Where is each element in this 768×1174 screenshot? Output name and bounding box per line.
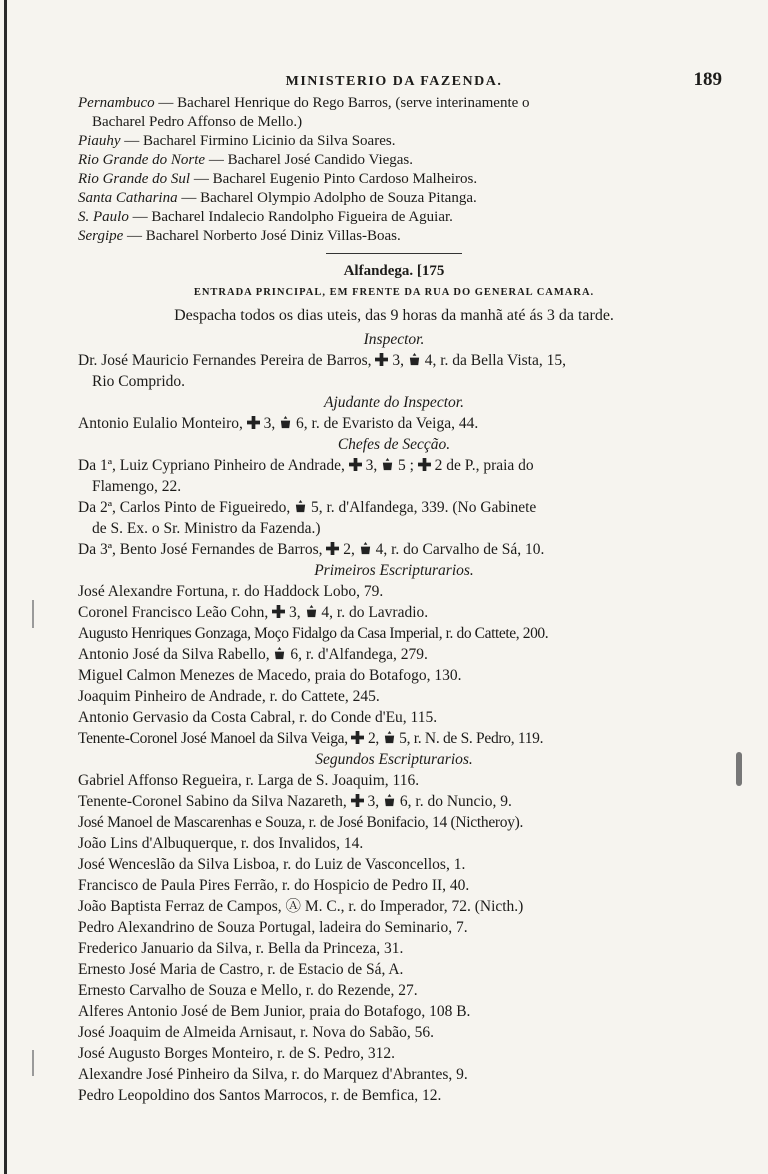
list-item: Francisco de Paula Pires Ferrão, r. do Hospicio de Pedro II, 40. [78, 877, 470, 894]
list-item [78, 728, 710, 749]
entry-text: 5, r. d'Alfandega, 339. (No Gabinete [307, 499, 537, 516]
book-spine-edge [4, 0, 7, 1174]
entry-text: 2, [364, 730, 383, 747]
list-item: Alferes Antonio José de Bem Junior, praia do Botafogo, 108 B. [78, 1003, 471, 1020]
entry-continuation: Rio Comprido. [92, 373, 186, 390]
entry-text: 4, r. do Carvalho de Sá, 10. [371, 541, 545, 558]
entry-text: — Bacharel Henrique do Rego Barros, (serve interinamente o [154, 95, 530, 111]
order-medal-icon [305, 605, 318, 618]
list-item: João Lins d'Albuquerque, r. dos Invalidos, 14. [78, 835, 364, 852]
entry-text: 2 de P., praia do [430, 457, 534, 474]
entry-text: — Bacharel Olympio Adolpho de Souza Pitanga. [177, 190, 477, 206]
entry-text: Dr. José Mauricio Fernandes Pereira de Barros, [78, 352, 376, 369]
subsection-title: Ajudante do Inspector. [324, 394, 464, 411]
province-name: Sergipe [78, 228, 124, 244]
order-cross-icon [418, 458, 431, 471]
entry-text: — Bacharel Norberto José Diniz Villas-Boas. [123, 228, 401, 244]
entry-continuation: de S. Ex. o Sr. Ministro da Fazenda.) [92, 520, 321, 537]
province-name: Santa Catharina [78, 190, 178, 206]
list-item [78, 189, 710, 208]
subsection-title: Primeiros Escripturarios. [314, 562, 474, 579]
subsection-title: Inspector. [363, 331, 425, 348]
entry-text: 6, r. d'Alfandega, 279. [286, 646, 428, 663]
order-cross-icon [272, 605, 285, 618]
list-item [78, 227, 710, 246]
order-medal-icon [273, 647, 286, 660]
entry-text: 5, r. N. de S. Pedro, 119. [395, 730, 544, 747]
entry-text: — Bacharel José Candido Viegas. [205, 152, 414, 168]
entry-text: Tenente-Coronel José Manoel da Silva Veiga, [78, 730, 352, 747]
entry-text: 3, [363, 793, 384, 810]
order-medal-icon [294, 500, 307, 513]
list-item [78, 455, 710, 476]
entry-text: 4, r. do Lavradio. [317, 604, 429, 621]
list-item [78, 151, 710, 170]
subsection-title: Segundos Escripturarios. [315, 751, 473, 768]
list-item [78, 413, 710, 434]
order-medal-icon [408, 353, 421, 366]
order-cross-icon [326, 542, 339, 555]
list-item: Miguel Calmon Menezes de Macedo, praia do Botafogo, 130. [78, 667, 462, 684]
entry-continuation: Bacharel Pedro Affonso de Mello.) [92, 114, 303, 130]
entry-text: Tenente-Coronel Sabino da Silva Nazareth, [78, 793, 351, 810]
province-name: Piauhy [78, 133, 121, 149]
list-item [78, 208, 710, 227]
list-item [78, 497, 710, 518]
province-name: Rio Grande do Norte [78, 152, 206, 168]
province-name: Rio Grande do Sul [78, 171, 191, 187]
entry-text: 3, [259, 415, 280, 432]
running-header [78, 69, 722, 94]
list-item: José Manoel de Mascarenhas e Souza, r. de José Bonifacio, 14 (Nictheroy). [78, 814, 524, 831]
order-medal-icon [279, 416, 292, 429]
list-item: Antonio Gervasio da Costa Cabral, r. do Conde d'Eu, 115. [78, 709, 438, 726]
list-item: Ernesto Carvalho de Souza e Mello, r. do Rezende, 27. [78, 982, 418, 999]
list-item: Pedro Alexandrino de Souza Portugal, ladeira do Seminario, 7. [78, 919, 468, 936]
page-number: 189 [693, 69, 722, 90]
list-item: Augusto Henriques Gonzaga, Moço Fidalgo da Casa Imperial, r. do Cattete, 200. [78, 625, 549, 642]
subsection-title: Chefes de Secção. [337, 436, 451, 453]
entry-text: 3, [285, 604, 305, 621]
list-item: Frederico Januario da Silva, r. Bella da Princeza, 31. [78, 940, 404, 957]
entry-text: Antonio Eulalio Monteiro, [78, 415, 247, 432]
entry-continuation: Flamengo, 22. [92, 478, 182, 495]
list-item [78, 791, 710, 812]
entry-text: 3, [388, 352, 408, 369]
order-cross-icon [375, 353, 388, 366]
order-cross-icon [247, 416, 260, 429]
entry-text: 3, [361, 457, 382, 474]
list-item: José Augusto Borges Monteiro, r. de S. Pedro, 312. [78, 1045, 396, 1062]
order-cross-icon [349, 458, 362, 471]
list-item: José Wenceslão da Silva Lisboa, r. do Luiz de Vasconcellos, 1. [78, 856, 466, 873]
list-item: Joaquim Pinheiro de Andrade, r. do Cattete, 245. [78, 688, 380, 705]
entry-text: Da 2ª, Carlos Pinto de Figueiredo, [78, 499, 295, 516]
order-medal-icon [359, 542, 372, 555]
entry-text: 5 ; [394, 457, 418, 474]
list-item [78, 170, 710, 189]
margin-tick [32, 600, 34, 628]
list-item [78, 94, 710, 113]
running-header-title: MINISTERIO DA FAZENDA. [285, 74, 503, 89]
list-item: Pedro Leopoldino dos Santos Marrocos, r. de Bemfica, 12. [78, 1087, 442, 1104]
section-divider [326, 253, 462, 254]
entry-text: — Bacharel Firmino Licinio da Silva Soares. [120, 133, 396, 149]
list-item [78, 132, 710, 151]
entry-text: 4, r. da Bella Vista, 15, [420, 352, 566, 369]
province-name: S. Paulo [78, 209, 129, 225]
list-item: José Alexandre Fortuna, r. do Haddock Lobo, 79. [78, 583, 384, 600]
list-item: Ernesto José Maria de Castro, r. de Estacio de Sá, A. [78, 961, 404, 978]
order-cross-icon [351, 731, 364, 744]
list-item [78, 602, 710, 623]
order-medal-icon [381, 458, 394, 471]
entry-text: 2, [339, 541, 359, 558]
order-cross-icon [351, 794, 364, 807]
list-item [78, 350, 710, 371]
entry-text: 6, r. de Evaristo da Veiga, 44. [292, 415, 479, 432]
entry-text: Antonio José da Silva Rabello, [78, 646, 274, 663]
entry-text: Da 1ª, Luiz Cypriano Pinheiro de Andrade, [78, 457, 349, 474]
list-item: Gabriel Affonso Regueira, r. Larga de S. Joaquim, 116. [78, 772, 420, 789]
page-margin-mark [736, 752, 742, 786]
province-name: Pernambuco [78, 95, 155, 111]
order-medal-icon [383, 794, 396, 807]
list-item: José Joaquim de Almeida Arnisaut, r. Nova do Sabão, 56. [78, 1024, 435, 1041]
section-title: Alfandega. [175 [343, 263, 445, 279]
entry-text: Coronel Francisco Leão Cohn, [78, 604, 273, 621]
entry-text: — Bacharel Eugenio Pinto Cardoso Malheiros. [190, 171, 478, 187]
order-medal-icon [383, 731, 396, 744]
entry-text: Da 3ª, Bento José Fernandes de Barros, [78, 541, 327, 558]
list-item [78, 644, 710, 665]
document-page [78, 69, 722, 1106]
province-list [78, 94, 710, 246]
section-notice: Despacha todos os dias uteis, das 9 horas da manhã até ás 3 da tarde. [174, 307, 614, 324]
list-item: Alexandre José Pinheiro da Silva, r. do Marquez d'Abrantes, 9. [78, 1066, 468, 1083]
section-subtitle: ENTRADA PRINCIPAL, EM FRENTE DA RUA DO GENERAL CAMARA. [193, 287, 595, 298]
alfandega-staff [78, 329, 710, 1106]
entry-text: — Bacharel Indalecio Randolpho Figueira de Aguiar. [128, 209, 453, 225]
margin-tick [32, 1050, 34, 1076]
list-item [78, 539, 710, 560]
entry-text: 6, r. do Nuncio, 9. [396, 793, 512, 810]
list-item: João Baptista Ferraz de Campos, Ⓐ M. C., r. do Imperador, 72. (Nicth.) [78, 898, 524, 915]
